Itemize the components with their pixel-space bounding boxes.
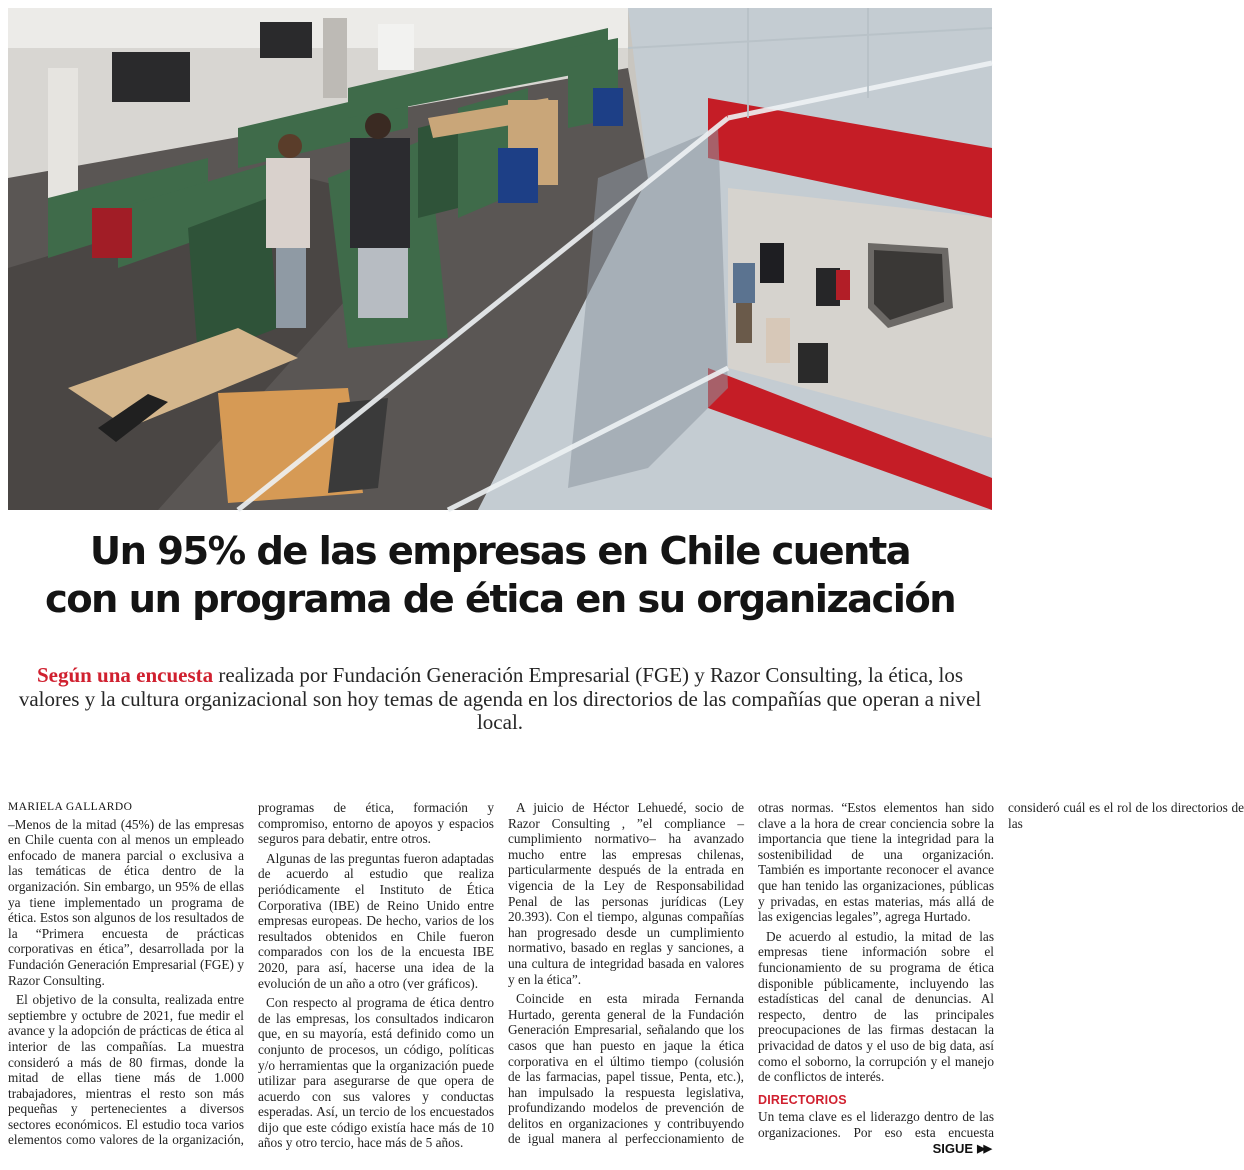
office-photo: [8, 8, 992, 510]
paragraph: –Menos de la mitad (45%) de las empresas en Chile cuenta con al menos un empleado enfocado de manera parcial o exclusiva a las temáticas de ética dentro de la organización. Sin embargo, un 95% de ellas ya tiene implementado un programa de ética. Estos son algunos de los resultados de la “Primera encuesta de prácticas corporativas en ética”, desarrollada por la Fundación Generación Empresarial (FGE) y Razor Consulting.: [8, 816, 244, 988]
paragraph: De acuerdo al estudio, la mitad de las empresas tiene información sobre el funcionamiento de su programa de ética disponible públicamente, incluyendo las estadísticas del canal de denuncias. Al respecto, dentro de las principales preocupaciones de las firmas destacan la privacidad de datos y el uso de big data, así como el soborno, la corrupción y el manejo de conflictos de interés.: [758, 928, 994, 1085]
lede-paragraph: [8, 664, 992, 735]
section-subhead: DIRECTORIOS: [758, 1092, 847, 1107]
paragraph: Un tema clave es el liderazgo dentro de las organizaciones. Por eso esta encuesta consideró cuál es el rol de los directorios de las: [758, 800, 1244, 1140]
headline: [0, 528, 1000, 624]
headline-line-1: Un 95% de las empresas en Chile cuenta: [89, 529, 911, 574]
headline-line-2: con un programa de ética en su organización: [44, 577, 956, 622]
paragraph: Con respecto al programa de ética dentro de las empresas, los consultados indicaron que, en su mayoría, está definido como un conjunto de procesos, un código, políticas y/o herramientas que la organización puede utilizar para asegurarse de que opera de acuerdo con sus valores y conductas esperadas. Así, un tercio de los encuestados dijo que este código existía hace más de 10 años y otro tercio, hace más de 5 años.: [258, 995, 494, 1151]
article-body: [8, 800, 1244, 1160]
lede-text: realizada por Fundación Generación Empresarial (FGE) y Razor Consulting, la ética, los valores y la cultura organizacional son hoy temas de agenda en los directorios de las compañías que operan a nivel local.: [18, 663, 982, 734]
paragraph: Coincide en esta mirada Fernanda Hurtado, gerenta general de la Fundación Generación Empresarial, señalando que los casos que han puesto en jaque la ética corporativa en el último tiempo (colusión de las farmacias, papel tissue, Penta, etc.), han impulsado la respuesta legislativa, profundizando modelos de prevención de delitos en organizaciones y contribuyendo de igual manera al perfeccionamiento de otras normas. “Estos elementos han sido clave a la hora de crear conciencia sobre la importancia que tiene la integridad para la sostenibilidad de una organización. También es importante reconocer el avance que han tenido las organizaciones, públicas y privadas, en estas materias, más allá de las exigencias legales”, agrega Hurtado.: [508, 800, 994, 1147]
double-arrow-icon: ▶▶: [977, 1143, 990, 1155]
continue-label: SIGUE: [932, 1141, 974, 1156]
byline: MARIELA GALLARDO: [8, 801, 133, 813]
paragraph: El objetivo de la consulta, realizada entre septiembre y octubre de 2021, fue medir el avance y la adopción de prácticas de ética al interior de las compañías. La muestra consideró a más de 80 firmas, donde la mitad de ellas tiene más de 1.000 trabajadores, mientras el resto son más pequeñas y pertenecientes a diversos sectores económicos. El estudio toca varios elementos como valores de la organización, programas de ética, formación y compromiso, entorno de apoyos y espacios seguros para debatir, entre otros.: [8, 800, 494, 1148]
continue-marker: [927, 1141, 990, 1156]
lede-kicker: Según una encuesta: [36, 663, 214, 687]
paragraph: Algunas de las preguntas fueron adaptadas de acuerdo al estudio que realiza periódicamente el Instituto de Ética Corporativa (IBE) de Reino Unido entre empresas europeas. De hecho, varios de los resultados obtenidos en Chile fueron comparados con los de la encuesta IBE 2020, para así, hacerse una idea de la evolución de un año a otro (ver gráficos).: [258, 850, 494, 991]
paragraph: A juicio de Héctor Lehuedé, socio de Razor Consulting , ”el compliance –cumplimiento normativo– ha avanzado mucho entre las empresas chilenas, particularmente después de la entrada en vigencia de la Ley de Responsabilidad Penal de las personas jurídicas (Ley 20.393). Con el tiempo, algunas compañías han progresado desde un cumplimiento normativo, basado en reglas y sanciones, a una cultura de integridad basada en valores y en la ética”.: [508, 800, 744, 987]
